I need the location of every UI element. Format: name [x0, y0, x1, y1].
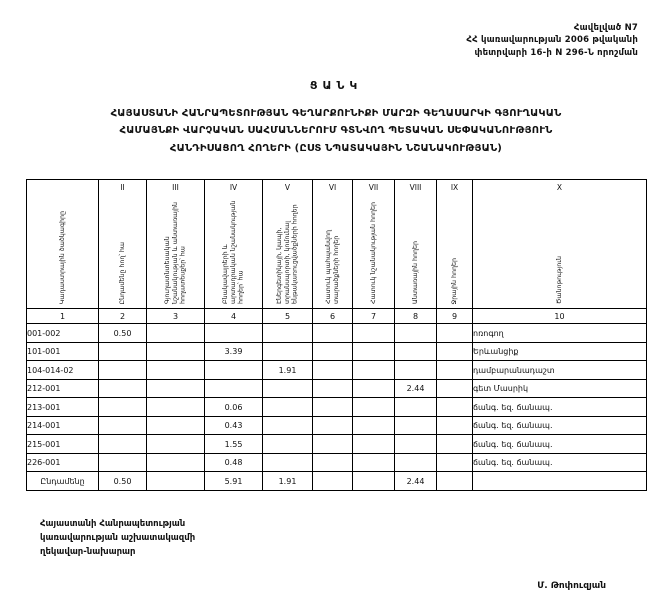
table-row: [27, 416, 647, 435]
cell-energy: [263, 379, 313, 398]
total-agricultural: [147, 472, 205, 491]
cell-water: [437, 324, 473, 343]
num-4: 4: [205, 309, 263, 324]
cell-forest: [395, 324, 437, 343]
cell-special: [353, 379, 395, 398]
cell-forest: [395, 342, 437, 361]
roman-III: III: [172, 183, 179, 193]
header-line-1: Հավելված N7: [573, 23, 638, 33]
num-9: 9: [437, 309, 473, 324]
cell-forest: [395, 361, 437, 380]
cell-water: [437, 379, 473, 398]
cell-code: 213-001: [27, 398, 99, 417]
table-row: [27, 453, 647, 472]
cell-protected: [313, 416, 353, 435]
column-title-8: Անտառային հողեր: [411, 241, 419, 305]
footer-line-1: Հայաստանի Հանրապետության: [40, 518, 186, 529]
table-header-row: [27, 180, 647, 309]
cell-protected: [313, 453, 353, 472]
document-header: [26, 22, 638, 59]
cell-agricultural: [147, 379, 205, 398]
total-water: [437, 472, 473, 491]
roman-VI: VI: [328, 183, 337, 193]
table-row: [27, 342, 647, 361]
cell-protected: [313, 342, 353, 361]
cell-forest: [395, 453, 437, 472]
cell-note: Երևանցիք: [473, 342, 647, 361]
cell-special: [353, 361, 395, 380]
num-10: 10: [473, 309, 647, 324]
header-cell-note: [473, 180, 647, 309]
table-number-row: [27, 309, 647, 324]
title-line-3: ՀԱՆԴԻՍԱՑՈՂ ՀՈՂԵՐԻ (ԸՍՏ ՆՊԱՏԱԿԱՅԻՆ ՆՇԱՆԱԿՈՒԹՅԱՆ): [169, 142, 503, 154]
cell-energy: [263, 453, 313, 472]
table-row: [27, 398, 647, 417]
total-forest: 2.44: [395, 472, 437, 491]
header-cell-agricultural: [147, 180, 205, 309]
cell-agricultural: [147, 453, 205, 472]
table-row: [27, 435, 647, 454]
cell-agricultural: [147, 324, 205, 343]
total-total: 0.50: [99, 472, 147, 491]
cell-protected: [313, 379, 353, 398]
cell-code: 212-001: [27, 379, 99, 398]
column-title-9: Ջրային հողեր: [450, 257, 458, 305]
cell-energy: 1.91: [263, 361, 313, 380]
num-7: 7: [353, 309, 395, 324]
roman-V: V: [284, 183, 291, 193]
num-8: 8: [395, 309, 437, 324]
cell-note: ճանգ. եզ. ճանապ.: [473, 435, 647, 454]
cell-special: [353, 453, 395, 472]
roman-IX: IX: [450, 183, 459, 193]
cell-special: [353, 324, 395, 343]
column-title-10: Ծանոթություն: [555, 256, 563, 305]
cell-settlement: 0.06: [205, 398, 263, 417]
num-2: 2: [99, 309, 147, 324]
cell-note: ճանգ. եզ. ճանապ.: [473, 453, 647, 472]
header-line-3: փետրվարի 16-ի N 296-Ն որոշման: [474, 47, 638, 58]
cell-water: [437, 453, 473, 472]
cell-total: [99, 453, 147, 472]
column-title-1: Կադաստրային ծածկագիրը: [58, 211, 66, 305]
cell-settlement: [205, 379, 263, 398]
cell-total: [99, 361, 147, 380]
cell-protected: [313, 398, 353, 417]
cell-agricultural: [147, 416, 205, 435]
cell-water: [437, 342, 473, 361]
cell-water: [437, 416, 473, 435]
roman-X: X: [556, 183, 563, 193]
cell-code: 104-014-02: [27, 361, 99, 380]
table-row: [27, 324, 647, 343]
cell-note: դամբարանադաշտ: [473, 361, 647, 380]
cell-special: [353, 342, 395, 361]
cell-special: [353, 398, 395, 417]
cell-forest: [395, 416, 437, 435]
cell-settlement: 1.55: [205, 435, 263, 454]
cell-energy: [263, 435, 313, 454]
cell-code: 215-001: [27, 435, 99, 454]
cell-protected: [313, 361, 353, 380]
column-title-5: Էներգետիկայի, կապի, տրանսպորտի, կոմունալ ենթակառուցվածքների հողեր: [275, 204, 299, 305]
cell-agricultural: [147, 398, 205, 417]
document-title: [26, 105, 646, 158]
header-cell-water: [437, 180, 473, 309]
column-title-6: Հատուկ պահպանվող տարածքների հողեր: [324, 230, 340, 305]
cell-water: [437, 435, 473, 454]
total-label: Ընդամենը: [27, 472, 99, 491]
cell-total: [99, 379, 147, 398]
total-energy: 1.91: [263, 472, 313, 491]
table-total-row: [27, 472, 647, 491]
header-cell-energy: [263, 180, 313, 309]
cell-agricultural: [147, 435, 205, 454]
cell-code: 101-001: [27, 342, 99, 361]
cell-note: ճանգ. եզ. ճանապ.: [473, 398, 647, 417]
cell-settlement: 3.39: [205, 342, 263, 361]
cell-settlement: [205, 324, 263, 343]
cell-special: [353, 435, 395, 454]
cell-code: 226-001: [27, 453, 99, 472]
roman-II: II: [120, 183, 125, 193]
cell-protected: [313, 435, 353, 454]
cell-total: [99, 416, 147, 435]
cell-energy: [263, 342, 313, 361]
footer-line-3: ղեկավար-նախարար: [40, 546, 136, 557]
cell-settlement: 0.43: [205, 416, 263, 435]
column-title-4: Բնակավայրերի և արտադրական նշանակության հողեր՝ հա: [221, 201, 245, 305]
cell-water: [437, 361, 473, 380]
cell-total: [99, 342, 147, 361]
total-settlement: 5.91: [205, 472, 263, 491]
num-3: 3: [147, 309, 205, 324]
cell-water: [437, 398, 473, 417]
total-special: [353, 472, 395, 491]
cell-energy: [263, 416, 313, 435]
cell-total: [99, 398, 147, 417]
header-cell-special: [353, 180, 395, 309]
cell-note: գետ Մասրիկ: [473, 379, 647, 398]
header-line-2: ՀՀ կառավարության 2006 թվականի: [466, 35, 638, 46]
header-cell-forest: [395, 180, 437, 309]
cell-agricultural: [147, 361, 205, 380]
column-title-7: Հատուկ նշանակության հողեր: [369, 202, 377, 305]
header-cell-code: [27, 180, 99, 309]
document-footer: [26, 517, 646, 559]
cell-code: 001-002: [27, 324, 99, 343]
table-row: [27, 361, 647, 380]
column-title-3: Գյուղատնտեսական նշանակության և անտառային հողատեսքեր՝ հա: [163, 202, 187, 305]
title-line-1: ՀԱՅԱՍՏԱՆԻ ՀԱՆՐԱՊԵՏՈՒԹՅԱՆ ԳԵՂԱՐՔՈՒՆԻՔԻ ՄԱՐԶԻ ԳԵՂԱՍԱՐԿԻ ԳՅՈՒՂԱԿԱՆ: [110, 107, 562, 119]
cell-forest: 2.44: [395, 379, 437, 398]
cell-total: 0.50: [99, 324, 147, 343]
num-5: 5: [263, 309, 313, 324]
cell-note: ճանգ. եզ. ճանապ.: [473, 416, 647, 435]
cell-special: [353, 416, 395, 435]
document-kind: ՑԱՆԿ: [309, 78, 363, 92]
cell-note: ոռոգող: [473, 324, 647, 343]
header-cell-settlement: [205, 180, 263, 309]
cell-forest: [395, 435, 437, 454]
column-title-2: Ընդամենը հող՝ հա: [118, 241, 126, 305]
cell-total: [99, 435, 147, 454]
cell-energy: [263, 398, 313, 417]
cell-settlement: 0.48: [205, 453, 263, 472]
total-protected: [313, 472, 353, 491]
cell-agricultural: [147, 342, 205, 361]
roman-IV: IV: [229, 183, 238, 193]
header-cell-total: [99, 180, 147, 309]
cell-code: 214-001: [27, 416, 99, 435]
total-note: [473, 472, 647, 491]
num-6: 6: [313, 309, 353, 324]
signature-name: Մ. Թոփուզյան: [537, 580, 606, 591]
title-line-2: ՀԱՄԱՅՆՔԻ ՎԱՐՉԱԿԱՆ ՍԱՀՄԱՆՆԵՐՈՒՄ ԳՏՆՎՈՂ ՊԵՏԱԿԱՆ ՍԵՓԱԿԱՆՈՒԹՅՈՒՆ: [119, 125, 553, 137]
num-1: 1: [27, 309, 99, 324]
table-row: [27, 379, 647, 398]
header-cell-protected: [313, 180, 353, 309]
roman-VIII: VIII: [409, 183, 422, 193]
cell-protected: [313, 324, 353, 343]
roman-VII: VII: [368, 183, 379, 193]
footer-line-2: կառավարության աշխատակազմի: [40, 532, 196, 543]
land-registry-table: [26, 179, 647, 491]
cell-settlement: [205, 361, 263, 380]
cell-energy: [263, 324, 313, 343]
cell-forest: [395, 398, 437, 417]
